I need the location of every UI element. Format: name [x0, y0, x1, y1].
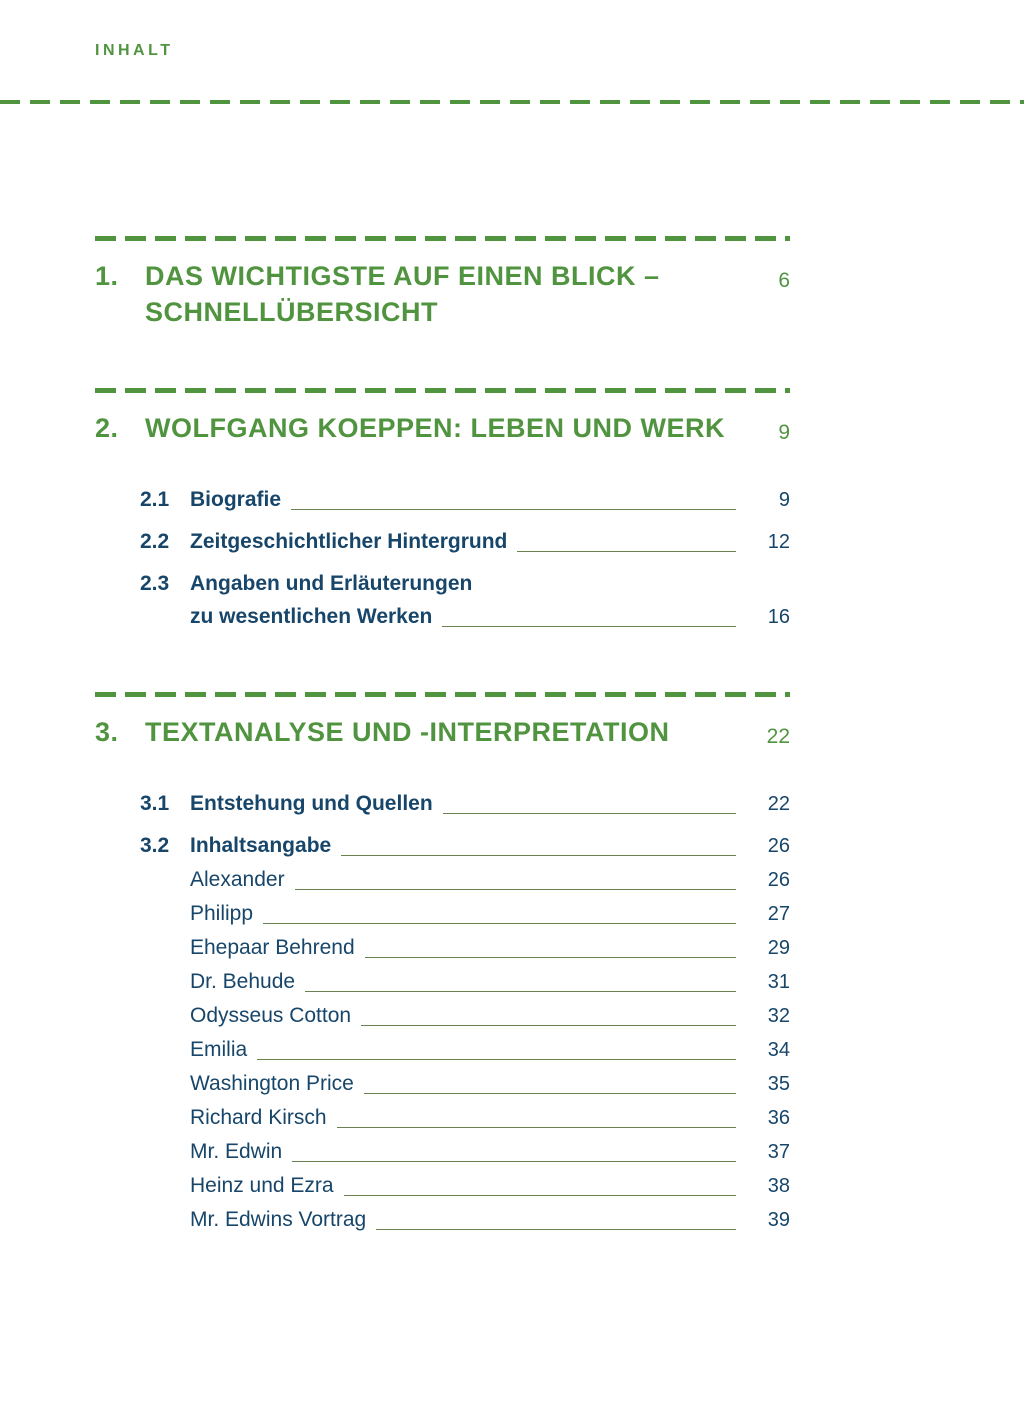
section-dashed-rule [95, 236, 790, 241]
section-dashed-rule [95, 388, 790, 393]
entry-page-number: 22 [767, 793, 790, 815]
toc-entry-line [140, 1101, 790, 1135]
section-title-line: WOLFGANG KOEPPEN: LEBEN UND WERK [145, 413, 725, 443]
section-heading [95, 714, 790, 755]
page-title: INHALT [95, 42, 174, 59]
toc-entry-line [140, 931, 790, 965]
entry-number: 2.2 [140, 530, 170, 553]
toc-entry-line [140, 897, 790, 931]
entry-number: 2.1 [140, 488, 170, 511]
leader-line [257, 1059, 736, 1060]
toc-entry-line [140, 965, 790, 999]
entry-page-number: 26 [767, 835, 790, 857]
section-entries [140, 787, 790, 1237]
toc-entry [140, 999, 790, 1033]
section-number: 3. [95, 717, 119, 747]
entry-label: Richard Kirsch [190, 1106, 327, 1129]
section-number: 2. [95, 413, 119, 443]
toc-section [95, 236, 790, 330]
leader-line [344, 1195, 736, 1196]
section-heading [95, 258, 790, 330]
toc-entry-line [140, 1169, 790, 1203]
toc-entry-line [140, 525, 790, 559]
header-dashed-rule [0, 100, 1024, 104]
entry-page-number: 39 [767, 1209, 790, 1231]
entry-label: Angaben und Erläuterungen [190, 572, 473, 595]
leader-line [364, 1093, 736, 1094]
entry-label: Alexander [190, 868, 285, 891]
entry-page-number: 31 [767, 971, 790, 993]
entry-label: Zeitgeschichtlicher Hintergrund [190, 530, 508, 553]
toc-entry-line [140, 483, 790, 517]
entry-page-number: 34 [767, 1039, 790, 1061]
leader-line [442, 626, 736, 627]
section-number: 1. [95, 261, 119, 291]
leader-line [263, 923, 736, 924]
entry-page-number: 37 [767, 1141, 790, 1163]
entry-label: Ehepaar Behrend [190, 936, 355, 959]
entry-page-number: 16 [767, 606, 790, 628]
entry-page-number: 12 [767, 531, 790, 553]
entry-number: 3.1 [140, 792, 170, 815]
entry-page-number: 35 [767, 1073, 790, 1095]
entry-label: Emilia [190, 1038, 248, 1061]
toc-entry-line [140, 863, 790, 897]
toc-entry-line [140, 567, 790, 600]
toc-entry-line [140, 999, 790, 1033]
toc-entry [140, 931, 790, 965]
toc-entry [140, 1169, 790, 1203]
entry-label: Odysseus Cotton [190, 1004, 352, 1027]
toc-entry [140, 1203, 790, 1237]
leader-line [376, 1229, 736, 1230]
entry-label: Heinz und Ezra [190, 1174, 334, 1197]
entry-page-number: 9 [778, 489, 790, 511]
leader-line [443, 813, 736, 814]
leader-line [361, 1025, 736, 1026]
leader-line [365, 957, 736, 958]
entry-label: Mr. Edwins Vortrag [190, 1208, 367, 1231]
toc-entry [140, 965, 790, 999]
toc [95, 236, 790, 1237]
toc-entry [140, 1033, 790, 1067]
entry-label: Philipp [190, 902, 254, 925]
entry-page-number: 38 [767, 1175, 790, 1197]
leader-line [337, 1127, 736, 1128]
entry-label: Dr. Behude [190, 970, 296, 993]
entry-label: Entstehung und Quellen [190, 792, 433, 815]
leader-line [305, 991, 736, 992]
toc-entry [140, 525, 790, 559]
entry-number: 2.3 [140, 572, 170, 595]
toc-entry [140, 897, 790, 931]
leader-line [291, 509, 736, 510]
toc-entry-line [140, 1135, 790, 1169]
section-title-line: TEXTANALYSE UND -INTERPRETATION [145, 717, 670, 747]
toc-entry [140, 787, 790, 821]
leader-line [341, 855, 736, 856]
toc-entry [140, 567, 790, 634]
section-title [145, 410, 745, 446]
leader-line [295, 889, 736, 890]
toc-entry [140, 1135, 790, 1169]
section-title-line: SCHNELLÜBERSICHT [145, 297, 439, 327]
entry-label: Mr. Edwin [190, 1140, 283, 1163]
toc-entry [140, 1067, 790, 1101]
section-title [145, 714, 745, 750]
entry-page-number: 29 [767, 937, 790, 959]
section-page-number: 9 [778, 421, 790, 444]
entry-page-number: 27 [767, 903, 790, 925]
toc-entry [140, 1101, 790, 1135]
section-heading [95, 410, 790, 451]
entry-number: 3.2 [140, 834, 170, 857]
toc-section [95, 388, 790, 634]
leader-line [517, 551, 736, 552]
toc-entry-line [140, 1067, 790, 1101]
toc-entry-line [140, 829, 790, 863]
toc-entry-line [140, 1203, 790, 1237]
toc-entry-line [140, 600, 790, 634]
toc-entry-line [140, 787, 790, 821]
toc-entry [140, 483, 790, 517]
entry-page-number: 26 [767, 869, 790, 891]
entry-label: Washington Price [190, 1072, 354, 1095]
entry-page-number: 36 [767, 1107, 790, 1129]
entry-label: Biografie [190, 488, 282, 511]
toc-entry [140, 863, 790, 897]
toc-section [95, 692, 790, 1237]
entry-page-number: 32 [767, 1005, 790, 1027]
toc-entry [140, 829, 790, 863]
section-title [145, 258, 745, 330]
section-dashed-rule [95, 692, 790, 697]
section-page-number: 6 [778, 269, 790, 292]
section-title-line: DAS WICHTIGSTE AUF EINEN BLICK – [145, 261, 660, 291]
toc-entry-line [140, 1033, 790, 1067]
entry-label: Inhaltsangabe [190, 834, 332, 857]
leader-line [292, 1161, 736, 1162]
entry-label: zu wesentlichen Werken [190, 605, 433, 628]
section-page-number: 22 [766, 725, 790, 748]
section-entries [140, 483, 790, 634]
